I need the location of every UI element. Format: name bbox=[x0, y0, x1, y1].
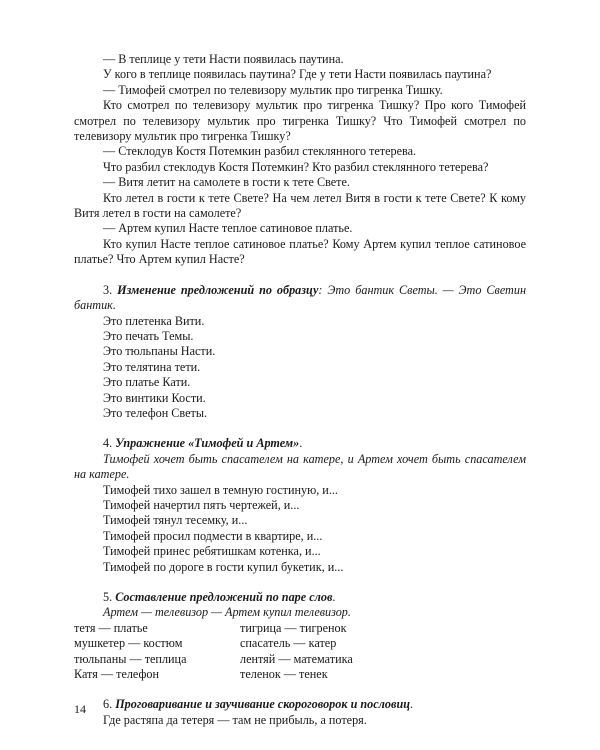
word-pair: тигрица — тигренок bbox=[240, 620, 347, 635]
dialog-questions: Кто смотрел по телевизору мультик про тигренка Тишку? Про кого Тимофей смотрел по телевизору мультик про тигренка Тишку? Что Тимофей смотрел по телевизору мультик про тигренка Тишку? bbox=[74, 98, 526, 144]
list-item: Тимофей по дороге в гости купил букетик, и... bbox=[103, 559, 344, 574]
exercise-heading bbox=[74, 590, 526, 605]
dialog-statement: — В теплице у тети Насти появилась паутина. bbox=[103, 52, 344, 66]
word-pairs-table bbox=[74, 621, 526, 683]
dialog-questions: Кто купил Насте теплое сатиновое платье? Кому Артем купил теплое сатиновое платье? Что Артем купил Насте? bbox=[74, 236, 526, 267]
exercise-heading bbox=[74, 283, 526, 314]
word-pair: теленок — тенек bbox=[240, 667, 328, 682]
word-pair: Катя — телефон bbox=[74, 667, 160, 682]
word-pair: спасатель — катер bbox=[240, 636, 337, 651]
page-number: 14 bbox=[74, 702, 86, 716]
exercise-sample: Тимофей хочет быть спасателем на катере, и Артем хочет быть спасателем на катере. bbox=[74, 451, 526, 482]
dialog-block bbox=[74, 52, 526, 268]
exercise-title-end: . bbox=[410, 697, 414, 712]
list-item: Это плетенка Вити. bbox=[103, 313, 205, 328]
list-item: Тимофей тянул тесемку, и... bbox=[103, 513, 248, 528]
exercise-title: Изменение предложений по образцу bbox=[117, 282, 319, 297]
list-item: Тимофей принес ребятишкам котенка, и... bbox=[103, 544, 321, 559]
list-item: Это печать Темы. bbox=[103, 328, 194, 343]
exercise-number: 3. bbox=[103, 282, 113, 297]
exercise-heading bbox=[74, 697, 526, 712]
exercise-3 bbox=[74, 283, 526, 422]
exercise-number: 5. bbox=[103, 590, 113, 604]
exercise-title: Упражнение «Тимофей и Артем» bbox=[115, 436, 300, 451]
word-pair: тетя — платье bbox=[74, 620, 148, 635]
word-pair: тюльпаны — теплица bbox=[74, 651, 187, 666]
dialog-questions: У кого в теплице появилась паутина? Где у тети Насти появилась паутина? bbox=[103, 67, 492, 82]
dialog-questions: Кто летел в гости к тете Свете? На чем летел Витя в гости к тете Свете? К кому Витя летел в гости на самолете? bbox=[74, 190, 526, 221]
word-pair: лентяй — математика bbox=[240, 651, 353, 666]
exercise-6 bbox=[74, 697, 526, 728]
page-body bbox=[74, 52, 526, 728]
exercise-4 bbox=[74, 436, 526, 575]
list-item: Это тюльпаны Насти. bbox=[103, 344, 216, 359]
exercise-title-end: . bbox=[332, 590, 336, 604]
list-item: Это телефон Светы. bbox=[103, 405, 208, 420]
list-item: Это телятина тети. bbox=[103, 359, 201, 374]
list-item: Тимофей тихо зашел в темную гостиную, и... bbox=[103, 482, 338, 497]
dialog-questions: Что разбил стеклодув Костя Потемкин? Кто разбил стеклянного тетерева? bbox=[103, 159, 489, 174]
exercise-sample: : Это бантик Светы. — Это Светин бантик. bbox=[74, 282, 527, 313]
dialog-statement: — Тимофей смотрел по телевизору мультик про тигренка Тишку. bbox=[103, 82, 443, 97]
proverb: Где растяпа да тетеря — там не прибыль, а потеря. bbox=[103, 712, 367, 727]
list-item: Это платье Кати. bbox=[103, 375, 191, 390]
list-item: Тимофей начертил пять чертежей, и... bbox=[103, 497, 300, 512]
dialog-statement: — Артем купил Насте теплое сатиновое платье. bbox=[103, 221, 353, 236]
exercise-number: 6. bbox=[103, 697, 113, 712]
exercise-sample: Артем — телевизор — Артем купил телевизор. bbox=[103, 605, 351, 620]
dialog-statement: — Витя летит на самолете в гости к тете Свете. bbox=[103, 175, 350, 190]
word-pair: мушкетер — костюм bbox=[74, 636, 183, 651]
exercise-title-end: . bbox=[299, 436, 303, 451]
list-item: Тимофей просил подмести в квартире, и... bbox=[103, 528, 323, 543]
exercise-title: Проговаривание и заучивание скороговорок и пословиц bbox=[115, 697, 411, 712]
exercise-title: Составление предложений по паре слов bbox=[115, 590, 333, 604]
exercise-5 bbox=[74, 590, 526, 682]
dialog-statement: — Стеклодув Костя Потемкин разбил стеклянного тетерева. bbox=[103, 144, 417, 159]
list-item: Это винтики Кости. bbox=[103, 390, 206, 405]
exercise-heading bbox=[74, 436, 526, 451]
exercise-number: 4. bbox=[103, 436, 113, 451]
